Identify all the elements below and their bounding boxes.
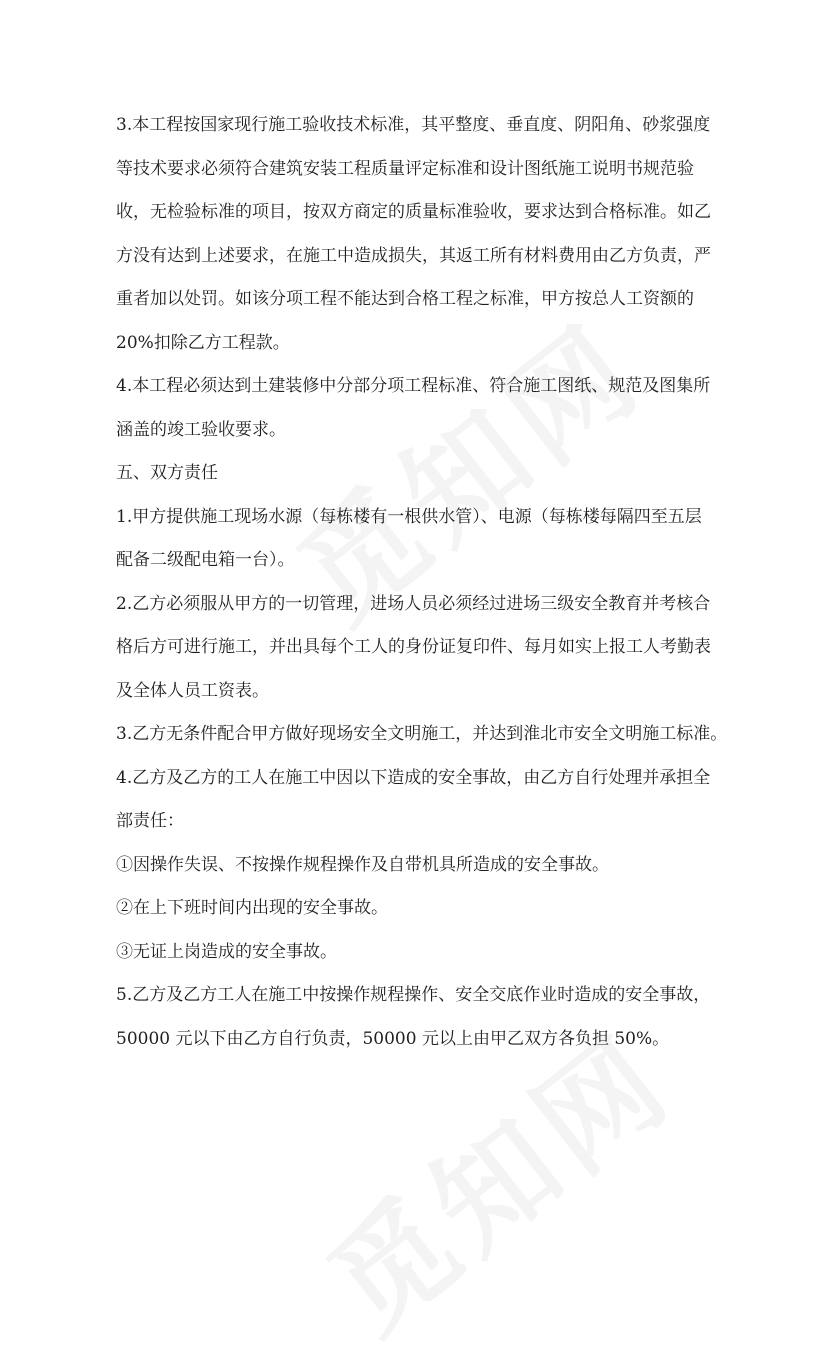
text-line: 及全体人员工资表。 bbox=[116, 680, 269, 701]
text-line: 3.本工程按国家现行施工验收技术标准，其平整度、垂直度、阴阳角、砂浆强度 bbox=[116, 115, 711, 135]
text-line: 1.甲方提供施工现场水源（每栋楼有一根供水管）、电源（每栋楼每隔四至五层 bbox=[116, 506, 702, 527]
text-line: 重者加以处罚。如该分项工程不能达到合格工程之标准，甲方按总人工资额的 bbox=[116, 289, 694, 309]
text-line: 配备二级配电箱一台）。 bbox=[116, 550, 295, 570]
text-line: 3.乙方无条件配合甲方做好现场安全文明施工，并达到淮北市安全文明施工标准。 bbox=[116, 724, 728, 744]
text-line: 50000 元以下由乙方自行负责，50000 元以上由甲乙双方各负担 50%。 bbox=[116, 1028, 670, 1049]
text-line: ①因操作失误、不按操作规程操作及自带机具所造成的安全事故。 bbox=[116, 854, 609, 875]
text-line: 格后方可进行施工，并出具每个工人的身份证复印件、每月如实上报工人考勤表 bbox=[116, 637, 711, 657]
text-line: 等技术要求必须符合建筑安装工程质量评定标准和设计图纸施工说明书规范验 bbox=[116, 158, 694, 179]
text-line: 收，无检验标准的项目，按双方商定的质量标准验收，要求达到合格标准。如乙 bbox=[116, 202, 711, 222]
section-heading: 五、双方责任 bbox=[116, 463, 218, 483]
text-line: 涵盖的竣工验收要求。 bbox=[116, 419, 286, 440]
text-line: 4.乙方及乙方的工人在施工中因以下造成的安全事故，由乙方自行处理并承担全 bbox=[116, 767, 711, 788]
text-line: 4.本工程必须达到土建装修中分部分项工程标准、符合施工图纸、规范及图集所 bbox=[116, 376, 711, 396]
text-line: 20%扣除乙方工程款。 bbox=[116, 332, 290, 353]
document-body bbox=[116, 104, 728, 1061]
text-line: ③无证上岗造成的安全事故。 bbox=[116, 941, 337, 962]
text-line: ②在上下班时间内出现的安全事故。 bbox=[116, 898, 388, 918]
text-line: 2.乙方必须服从甲方的一切管理，进场人员必须经过进场三级安全教育并考核合 bbox=[116, 593, 711, 614]
text-line: 5.乙方及乙方工人在施工中按操作规程操作、安全交底作业时造成的安全事故， bbox=[116, 985, 711, 1005]
text-line: 方没有达到上述要求，在施工中造成损失，其返工所有材料费用由乙方负责，严 bbox=[116, 245, 711, 266]
text-line: 部责任： bbox=[116, 811, 184, 831]
